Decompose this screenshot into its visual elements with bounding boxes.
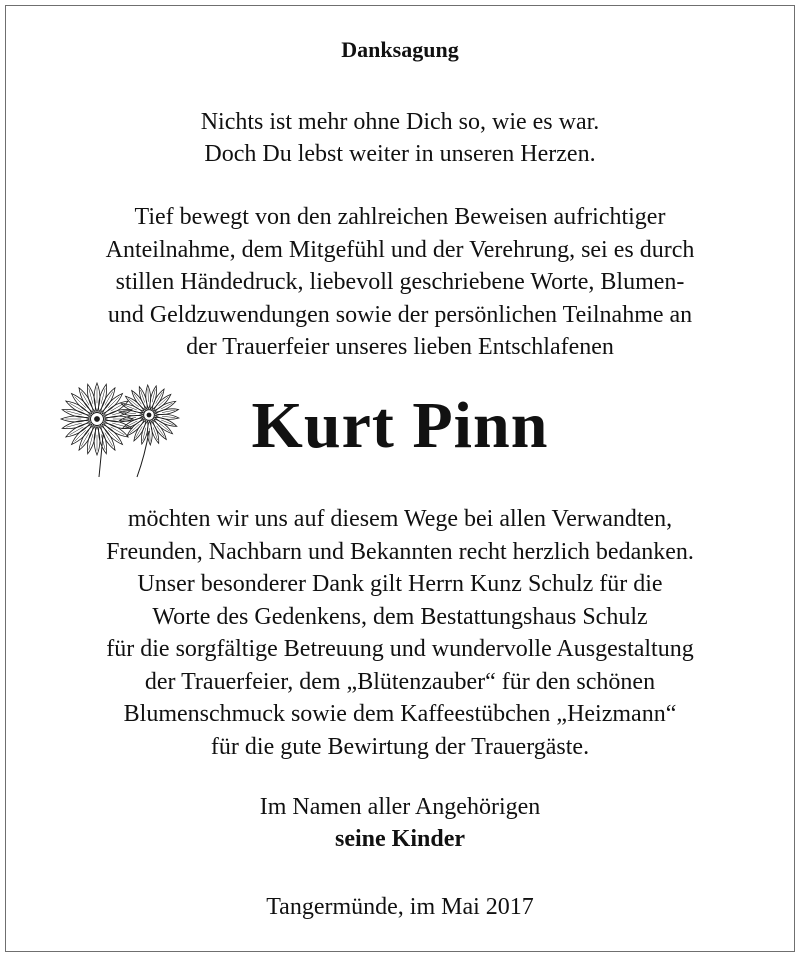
- intro-line: und Geldzuwendungen sowie der persönlichen Teilnahme an: [107, 301, 693, 328]
- notice-heading: Danksagung: [341, 37, 459, 62]
- intro-line: der Trauerfeier unseres lieben Entschlafenen: [186, 334, 614, 360]
- intro-line: Tief bewegt von den zahlreichen Beweisen aufrichtiger: [134, 204, 666, 230]
- deceased-name: Kurt Pinn: [251, 389, 549, 462]
- thanks-line: Unser besonderer Dank gilt Herrn Kunz Schulz für die: [137, 571, 663, 597]
- thanks-line: möchten wir uns auf diesem Wege bei allen Verwandten,: [127, 506, 673, 532]
- place-date: Tangermünde, im Mai 2017: [266, 894, 534, 920]
- thanks-line: Blumenschmuck sowie dem Kaffeestübchen „Heizmann“: [123, 701, 677, 727]
- thanks-line: Freunden, Nachbarn und Bekannten recht herzlich bedanken.: [106, 538, 694, 565]
- intro-line: Anteilnahme, dem Mitgefühl und der Verehrung, sei es durch: [105, 236, 695, 263]
- thanks-line: Worte des Gedenkens, dem Bestattungshaus Schulz: [152, 603, 648, 630]
- memorial-verse: [6, 106, 794, 170]
- behalf-line: Im Namen aller Angehörigen: [259, 794, 541, 820]
- verse-line: Nichts ist mehr ohne Dich so, wie es war.: [200, 109, 600, 135]
- thanks-paragraph: [6, 503, 794, 763]
- thanks-line: für die gute Bewirtung der Trauergäste.: [210, 733, 590, 760]
- name-row: [6, 366, 794, 481]
- thanks-line: der Trauerfeier, dem „Blütenzauber“ für den schönen: [144, 668, 656, 695]
- thanks-line: für die sorgfältige Betreuung und wundervolle Ausgestaltung: [106, 636, 694, 662]
- closing-block: [6, 791, 794, 855]
- signature: seine Kinder: [335, 826, 465, 852]
- intro-paragraph: [6, 201, 794, 364]
- intro-line: stillen Händedruck, liebevoll geschriebene Worte, Blumen-: [115, 269, 685, 295]
- obituary-notice: [5, 5, 795, 952]
- verse-line: Doch Du lebst weiter in unseren Herzen.: [204, 141, 596, 167]
